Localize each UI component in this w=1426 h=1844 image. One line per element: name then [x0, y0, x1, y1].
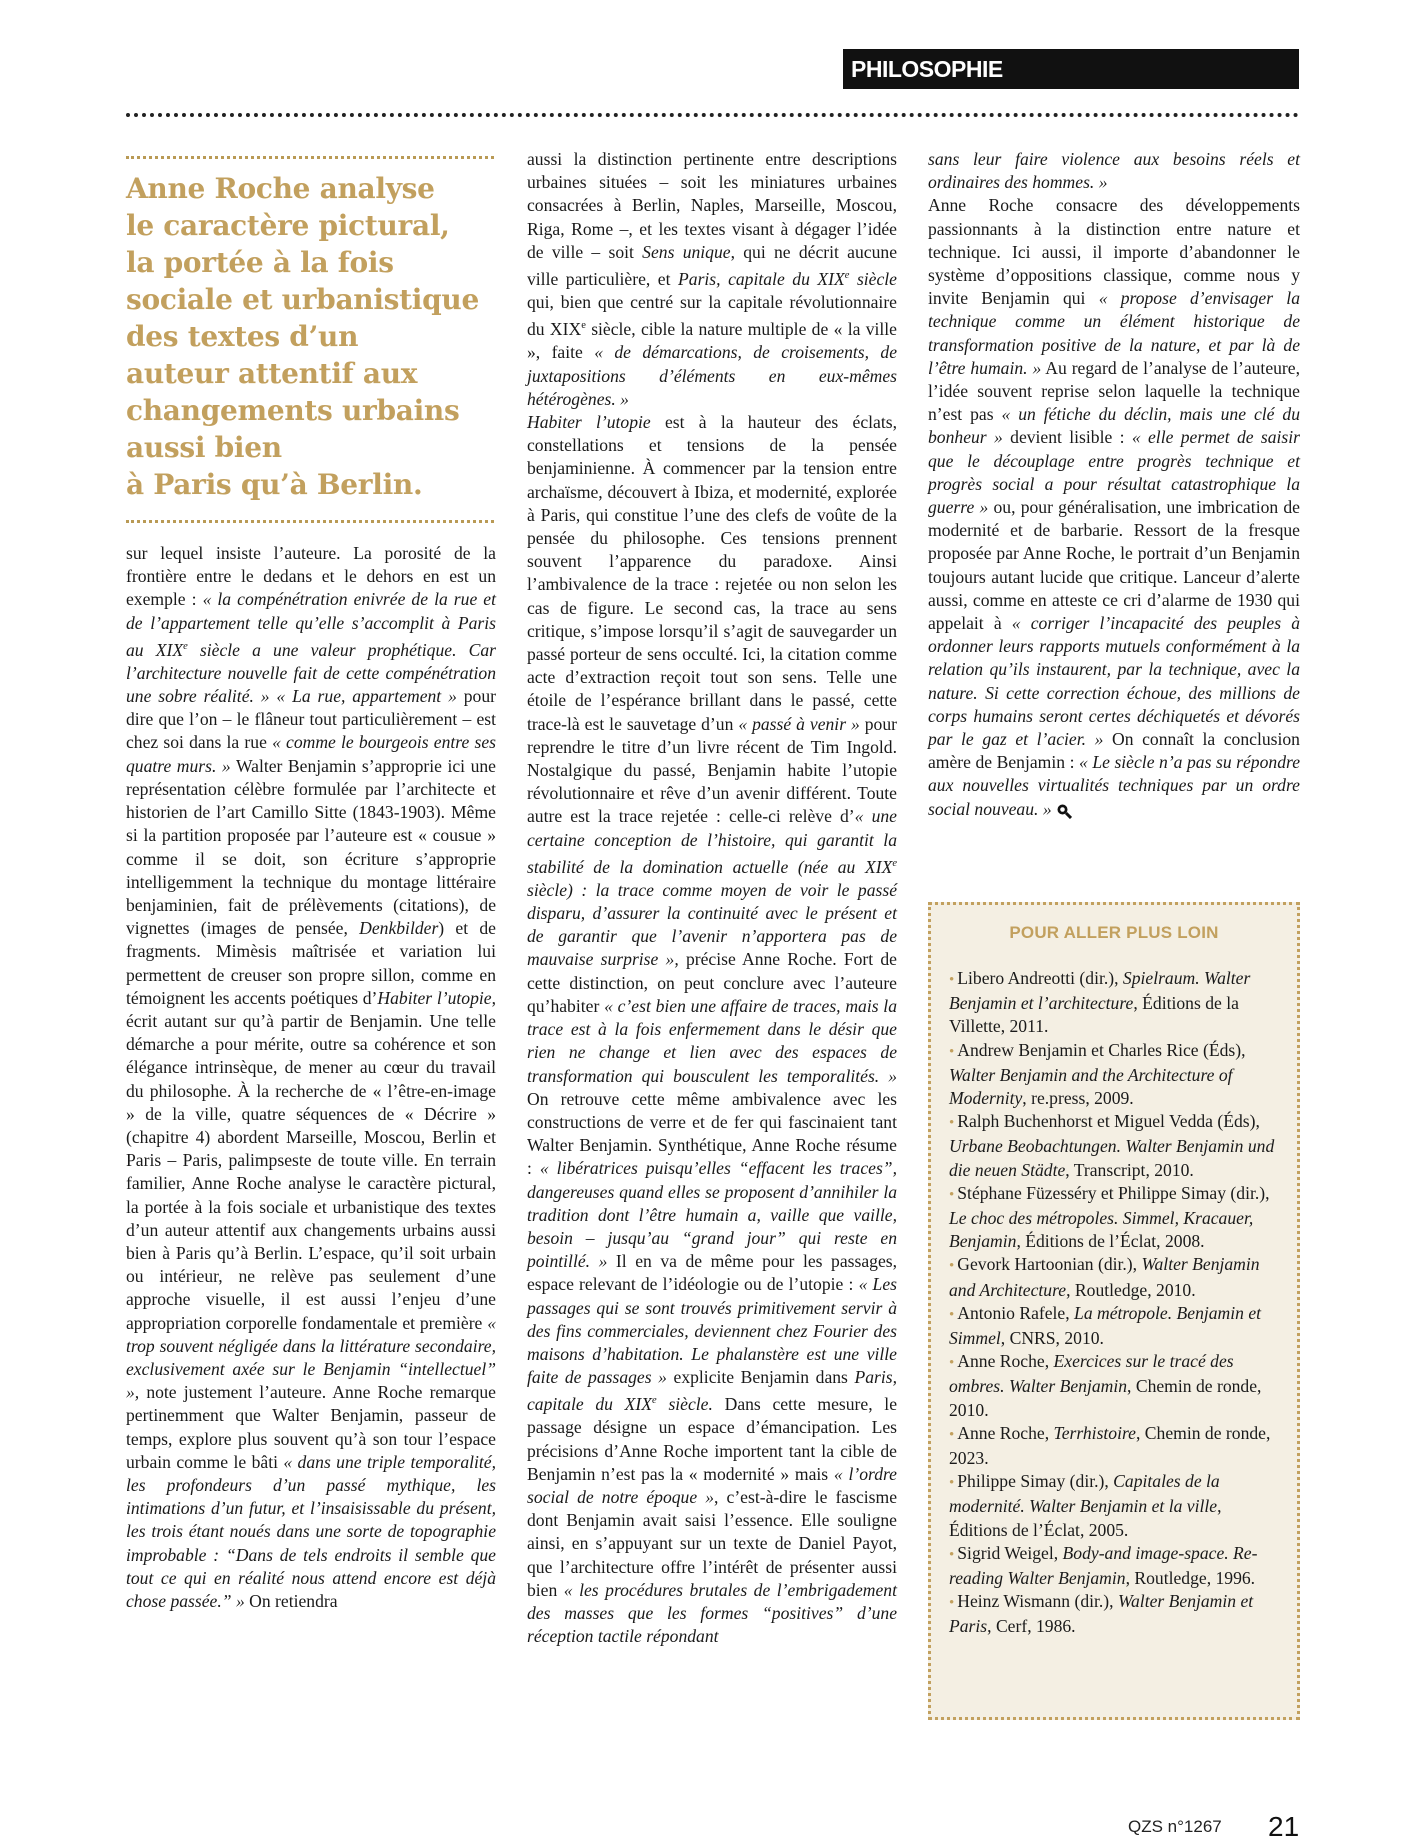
quoted-text: Paris, capitale du XIX	[527, 1367, 897, 1415]
quoted-text: siècle) : la trace comme moyen de voir le passé disparu, d’assurer la continuité avec le présent et de garantir que l’avenir n’apportera pas de mauvaise surprise »,	[527, 879, 897, 970]
text-run: précise Anne Roche. Fort de cette distinction, on peut conclure avec l’auteure qu’habiter	[527, 949, 897, 1016]
text-run: explicite Benjamin dans	[666, 1367, 855, 1388]
text-run: , qui ne décrit aucune ville particulière, et	[527, 241, 897, 289]
quoted-text: « l’ordre social de notre époque »	[527, 1463, 897, 1508]
quoted-text: e	[844, 270, 850, 282]
quoted-text: Denkbilder	[359, 918, 439, 939]
text-run: devient lisible :	[1002, 427, 1132, 448]
quoted-text: siècle	[849, 268, 897, 289]
text-run: pour dire que l’on – le flâneur tout particulièrement – est chez soi dans la rue	[126, 686, 496, 753]
text-run: pour reprendre le titre d’un livre récent de Tim Ingold. Nostalgique du passé, Benjamin habite l’utopie révolutionnaire et rêve d’un avenir différent. Toute autre est la trace rejetée : celle-ci relève d’	[527, 713, 897, 827]
quoted-text: siècle.	[656, 1394, 713, 1415]
quoted-text: « comme le bourgeois entre ses quatre murs. »	[126, 732, 496, 776]
text-run: On retrouve cette même ambivalence avec les constructions de verre et de fer qui fascinaient tant Walter Benjamin. Synthétique, Anne Roche résume :	[527, 1088, 897, 1179]
text-run: Sigrid Weigel,	[957, 1542, 1063, 1563]
quoted-text: Le choc des métropoles. Simmel, Kracauer, Benjamin	[949, 1208, 1254, 1252]
quoted-text: « la compénétration enivrée de la rue et de l’appartement telle qu’elle s’accomplit à Paris au XIX	[126, 589, 497, 660]
text-run: On connaît la conclusion amère de Benjamin :	[928, 729, 1300, 773]
text-run: Ralph Buchenhorst et Miguel Vedda (Éds),	[957, 1111, 1260, 1132]
text-run: e	[581, 320, 586, 332]
column-3-text	[928, 148, 1300, 821]
quoted-text: « de démarcations, de croisements, de juxtapositions d’éléments en eux-mêmes hétérogènes. »	[527, 342, 897, 409]
text-run: Au regard de l’analyse de l’auteure, l’idée souvent reprise selon laquelle la technique n’est pas	[928, 357, 1300, 425]
text-run: , Éditions de l’Éclat, 2005.	[949, 1496, 1222, 1540]
pullquote-rule-top	[126, 156, 494, 159]
quoted-text: « Les passages qui se sont trouvés primitivement servir à des fins commerciales, deviennent chez Fourier des maisons d’habitation. Le phalanstère est une ville faite de passages »	[527, 1274, 897, 1388]
pull-quote-line: le caractère pictural,	[126, 209, 450, 242]
text-run: Anne Roche,	[957, 1422, 1054, 1443]
bullet-icon: •	[949, 1115, 955, 1132]
reference-item	[949, 1542, 1279, 1590]
quoted-text: Habiter l’utopie	[377, 987, 492, 1008]
bullet-icon: •	[949, 1043, 955, 1060]
reference-item	[949, 967, 1279, 1039]
reference-list	[949, 967, 1279, 1639]
bullet-icon: •	[949, 1546, 955, 1563]
pull-quote-line: auteur attentif aux	[126, 357, 418, 390]
text-run: Il en va de même pour les passages, espace relevant de l’idéologie ou de l’utopie :	[527, 1251, 897, 1295]
column-1-text	[126, 542, 496, 1613]
quoted-text: Paris, capitale du XIX	[678, 268, 845, 289]
text-run: Stéphane Füzesséry et Philippe Simay (dir.),	[957, 1182, 1270, 1203]
quoted-text: « dans une triple temporalité, les profondeurs d’un passé mythique, les intimations d’un futur, et l’insaisissable du présent, les trois étant noués dans une sorte de topographie improbable : “Dans de tels endroits il semble que tout ce qui en réalité nous attend encore est déjà chose passée.” »	[126, 1451, 496, 1611]
quoted-text: « propose d’envisager la technique comme un élément historique de transformation positive de la nature, et par là de l’être humain. »	[928, 288, 1300, 378]
text-run: Heinz Wismann (dir.),	[957, 1591, 1118, 1612]
quoted-text: « corriger l’incapacité des peuples à ordonner leurs rapports mutuels conformément à la relation qu’ils instaurent, par la technique, avec la nature. Si cette correction échoue, des millions de corps humains seront certes déchiquetés et dévorés par le gaz et l’acier. »	[928, 613, 1300, 750]
section-tag: PHILOSOPHIE	[843, 49, 1299, 89]
text-run: Antonio Rafele,	[957, 1302, 1075, 1323]
text-run: siècle, cible la nature multiple de « la ville », faite	[527, 319, 897, 363]
column-2-text	[527, 148, 897, 1648]
quoted-text: « trop souvent négligée dans la littérature secondaire, exclusivement axée sur le Benjamin “intellectuel” »,	[126, 1312, 496, 1403]
article-column-2	[527, 148, 897, 1648]
reference-item	[949, 1350, 1279, 1422]
reference-item	[949, 1110, 1279, 1182]
pull-quote-line: à Paris qu’à Berlin.	[126, 468, 423, 501]
reference-item	[949, 1182, 1279, 1254]
pull-quote-line: la portée à la fois	[126, 246, 394, 279]
text-run: Andrew Benjamin et Charles Rice (Éds),	[957, 1039, 1246, 1060]
text-run: , CNRS, 2010.	[1000, 1328, 1104, 1349]
further-reading-box	[928, 902, 1300, 1720]
text-run: Gevork Hartoonian (dir.),	[957, 1254, 1142, 1275]
quoted-text: « un fétiche du déclin, mais une clé du bonheur »	[928, 404, 1301, 448]
bullet-icon: •	[949, 1426, 955, 1443]
text-run: aussi la distinction pertinente entre descriptions urbaines situées – soit les miniatures urbaines consacrées à Berlin, Naples, Marseille, Moscou, Riga, Rome –, et les textes visant à dégager l’idée de ville – soit	[527, 149, 897, 262]
quoted-text: Terrhistoire	[1053, 1422, 1136, 1443]
reference-item	[949, 1039, 1279, 1111]
article-column-3	[928, 148, 1300, 821]
quoted-text: Sens unique	[642, 241, 731, 262]
reference-item	[949, 1253, 1279, 1301]
text-run: note justement l’auteure. Anne Roche remarque pertinemment que Walter Benjamin, passeur de temps, explore plus souvent qu’à son tour l’espace urbain comme le bâti	[126, 1382, 496, 1472]
quoted-text: Walter Benjamin and the Architecture of Modernity	[949, 1064, 1233, 1109]
pull-quote-line: changements urbains	[126, 394, 460, 427]
quoted-text: « Le siècle n’a pas su répondre aux nouvelles virtualités techniques par un ordre social nouveau. »	[928, 752, 1301, 819]
reference-item	[949, 1470, 1279, 1542]
quoted-text: sans leur faire violence aux besoins réels et ordinaires des hommes. »	[928, 149, 1300, 193]
text-run: Walter Benjamin s’approprie ici une représentation célèbre formulée par l’architecte et historien de l’art Camillo Sitte (1843-1903). Même si la partition proposée par l’auteure est « cousue » comme il se doit, son écriture s’approprie intelligemment la technique du montage littéraire benjaminien, fait de prélèvements (citations), de vignettes (images de pensée,	[126, 755, 496, 939]
text-run: Anne Roche consacre des développements passionnants à la distinction entre nature et technique. Ici aussi, il importe d’abandonner le système d’oppositions classique, comme nous y invite Benjamin qui	[928, 195, 1300, 309]
quoted-text: Capitales de la modernité. Walter Benjamin et la ville	[949, 1471, 1220, 1517]
bullet-icon: •	[949, 1186, 955, 1203]
quoted-text: « passé à venir »	[738, 713, 860, 734]
text-run: , Cerf, 1986.	[987, 1616, 1076, 1637]
text-run: est à la hauteur des éclats, constellations et tensions de la pensée benjaminienne. À commencer par la tension entre archaïsme, découvert à Ibiza, et modernité, explorée à Paris, qui constitue l’une des clefs de voûte de la pensée du philosophe. Ces tensions prennent souvent l’apparence du paradoxe. Ainsi l’ambivalence de la trace : rejetée ou non selon les cas de figure. Le second cas, la trace au sens critique, s’impose lorsqu’il s’agit de sauvegarder un passé porteur de sens occulté. Ici, la citation comme acte d’extraction reçoit tout son sens. Telle une étoile de l’espérance brillant dans le passé, cette trace-là est le sauvetage d’un	[527, 411, 897, 734]
bullet-icon: •	[949, 1306, 955, 1323]
quoted-text: e	[892, 857, 897, 869]
pull-quote-line: aussi bien	[126, 431, 282, 464]
dotted-rule-top	[126, 113, 1299, 117]
text-run: On retiendra	[244, 1591, 338, 1611]
text-run: , Routledge, 1996.	[1125, 1568, 1256, 1589]
quoted-text: e	[183, 640, 188, 652]
pull-quote-line: Anne Roche analyse	[126, 172, 435, 205]
article-column-1	[126, 542, 496, 1613]
pullquote-rule-bottom	[126, 520, 494, 523]
text-run: , Routledge, 2010.	[1066, 1279, 1196, 1300]
text-run: , c’est-à-dire le fascisme dont Benjamin avait saisi l’essence. Elle souligne ainsi, en s’appuyant sur un texte de Daniel Payot, que l’architecture offre l’intérêt de présenter aussi bien	[527, 1487, 898, 1600]
magnifier-icon	[1056, 803, 1072, 819]
text-run: Philippe Simay (dir.),	[957, 1471, 1114, 1492]
text-run: qui, bien que centré sur la capitale révolutionnaire du XIX	[527, 292, 897, 340]
pull-quote	[126, 170, 506, 503]
bullet-icon: •	[949, 972, 955, 988]
further-reading-title: POUR ALLER PLUS LOIN	[1009, 923, 1219, 942]
text-run: , Chemin de ronde, 2023.	[949, 1422, 1271, 1469]
quoted-text: Spielraum. Walter Benjamin et l’architecture	[949, 968, 1251, 1014]
quoted-text: Habiter l’utopie	[527, 411, 651, 432]
pull-quote-line: des textes d’un	[126, 320, 359, 353]
text-run: Libero Andreotti (dir.),	[957, 968, 1123, 988]
quoted-text: Body-and image-space. Re-reading Walter Benjamin	[949, 1542, 1258, 1589]
quoted-text: « les procédures brutales de l’embrigadement des masses que les formes “positives” d’une réception tactile répondant	[527, 1579, 897, 1647]
pull-quote-line: sociale et urbanistique	[126, 283, 479, 316]
bullet-icon: •	[949, 1258, 955, 1275]
text-run: , Chemin de ronde, 2010.	[949, 1376, 1262, 1420]
bullet-icon: •	[949, 1355, 955, 1372]
text-run: Dans cette mesure, le passage désigne un espace d’émancipation. Les précisions d’Anne Roche importent tant la cible de Benjamin n’est pas la « modernité » mais	[527, 1394, 898, 1484]
bullet-icon: •	[949, 1475, 955, 1492]
reference-item	[949, 1302, 1279, 1350]
text-run: , re.press, 2009.	[1022, 1088, 1134, 1109]
text-run: , Éditions de l’Éclat, 2008.	[1016, 1231, 1205, 1252]
quoted-text: « c’est bien une affaire de traces, mais la trace est à la fois enfermement dans le désir que rien ne change et lien avec des espaces de transformation qui bousculent les temporalités. »	[527, 995, 897, 1086]
text-run: , Éditions de la Villette, 2011.	[949, 993, 1239, 1037]
quoted-text: Urbane Beobachtungen. Walter Benjamin und die neuen Städte	[949, 1136, 1275, 1180]
text-run: ) et de fragments. Mimèsis maîtrisée et variation lui permettent de creuser son propre sillon, comme en témoignent les accents poétiques d’	[126, 918, 496, 1008]
reference-item	[949, 1422, 1279, 1470]
issue-number: QZS n°1267	[1128, 1817, 1222, 1836]
quoted-text: « elle permet de saisir que le découplage entre progrès technique et progrès social a pour résultat catastrophique la guerre »	[928, 427, 1301, 518]
text-run: , écrit autant sur qu’à partir de Benjamin. Une telle démarche a pour mérite, outre sa cohérence et son élégance intrinsèque, de mener au cœur du travail du philosophe. À la recherche de « l’être-en-image » de la ville, quatre séquences de « Décrire » (chapitre 4) abordent Marseille, Moscou, Berlin et Paris – Paris, palimpseste de toute ville. En terrain familier, Anne Roche analyse le caractère pictural, la portée à la fois sociale et urbanistique des textes d’un auteur attentif aux changements urbains aussi bien à Paris qu’à Berlin. L’espace, qu’il soit urbain ou intérieur, ne relève pas seulement d’une approche visuelle, il est aussi l’enjeu d’une appropriation corporelle fondamentale et première	[126, 987, 496, 1333]
text-run: sur lequel insiste l’auteure. La porosité de la frontière entre le dedans et le dehors en est un exemple :	[126, 543, 496, 610]
reference-item	[949, 1590, 1279, 1638]
quoted-text: Exercices sur le tracé des ombres. Walter Benjamin	[949, 1351, 1234, 1397]
text-run: Anne Roche,	[957, 1351, 1054, 1372]
text-run: ou, pour généralisation, une imbrication de modernité et de barbarie. Ressort de la fresque proposée par Anne Roche, le portrait d’un Benjamin toujours autant lucide que critique. Lanceur d’alerte aussi, comme en atteste ce cri d’alarme de 1930 qui appelait à	[928, 497, 1300, 634]
page-number: 21	[1268, 1811, 1300, 1842]
quoted-text: Walter Benjamin et Paris	[949, 1591, 1254, 1637]
quoted-text: siècle a une valeur prophétique. Car l’architecture nouvelle fait de cette compénétration une sobre réalité. » « La rue, appartement »	[126, 639, 496, 707]
text-run: , Transcript, 2010.	[1065, 1159, 1194, 1180]
quoted-text: « libératrices puisqu’elles “effacent les traces”, dangereuses quand elles se proposent d’annihiler la tradition dont l’être humain a, vaille que vaille, besoin – jusqu’au “grand jour” qui reste en pointillé. »	[527, 1158, 897, 1272]
quoted-text: « une certaine conception de l’histoire, qui garantit la stabilité de la domination actuelle (née au XIX	[527, 806, 897, 877]
quoted-text: e	[652, 1395, 657, 1407]
bullet-icon: •	[949, 1595, 955, 1612]
quoted-text: La métropole. Benjamin et Simmel	[949, 1302, 1262, 1349]
quoted-text: Walter Benjamin and Architecture	[949, 1254, 1260, 1300]
